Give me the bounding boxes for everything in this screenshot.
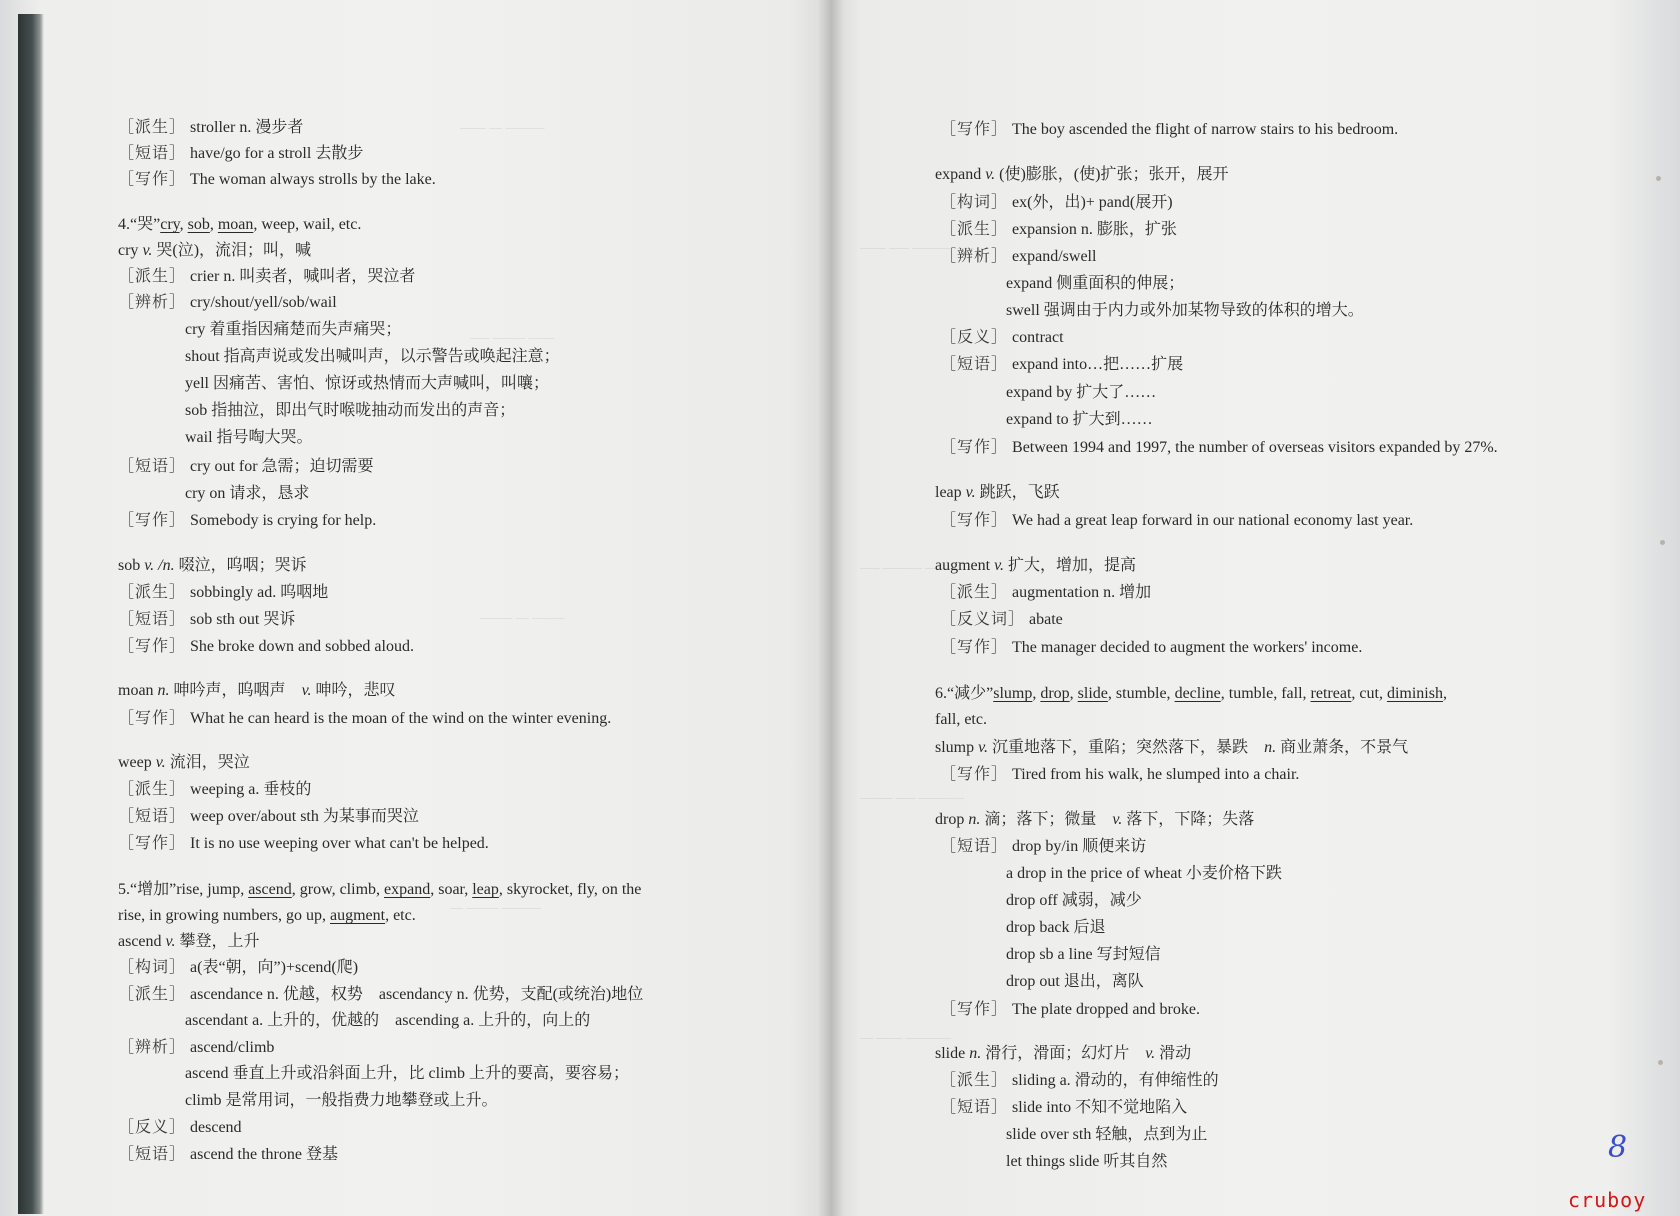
entry-line — [118, 780, 311, 800]
entry-line: weep v. 流泪，哭泣 — [118, 754, 250, 771]
entry-tag: ［反义］ — [118, 1119, 187, 1136]
entry-line — [118, 144, 363, 164]
entry-text: cry out for 急需；迫切需要 — [186, 458, 374, 475]
headword-mark: slide — [1077, 685, 1108, 702]
entry-tag: ［派生］ — [940, 584, 1009, 601]
entry-line — [940, 765, 1299, 785]
entry-line — [118, 118, 303, 138]
entry-text: slide into 不知不觉地陷入 — [1008, 1099, 1188, 1116]
headword-mark: n. — [968, 811, 981, 828]
headword-mark: v. — [1112, 811, 1123, 828]
entry-line — [940, 355, 1183, 375]
headword-mark: n. — [969, 1045, 982, 1062]
entry-tag: ［派生］ — [118, 268, 187, 285]
entry-line: augment v. 扩大，增加，提高 — [935, 557, 1137, 574]
entry-line: drop out 退出，离队 — [1006, 973, 1144, 990]
headword-mark: n. — [157, 682, 170, 699]
entry-line — [118, 1038, 274, 1058]
headword-mark: slump — [993, 685, 1033, 702]
entry-line — [118, 834, 489, 854]
entry-text: abate — [1025, 611, 1063, 628]
headword-mark: v. — [301, 682, 312, 699]
entry-text: ex(外，出)+ pand(展开) — [1008, 194, 1173, 211]
entry-line — [940, 220, 1177, 240]
entry-tag: ［短语］ — [940, 356, 1009, 373]
entry-text: The plate dropped and broke. — [1008, 1001, 1200, 1018]
entry-text: weep over/about sth 为某事而哭泣 — [186, 808, 419, 825]
entry-tag: ［辨析］ — [118, 294, 187, 311]
bleed-through: ⎯⎯⎯⎯ ⎯⎯ ⎯⎯⎯⎯⎯⎯ — [460, 120, 545, 135]
headword-mark: leap — [472, 881, 499, 898]
entry-line: leap v. 跳跃，飞跃 — [935, 484, 1060, 501]
handwritten-page-number: 8 — [1608, 1130, 1628, 1165]
entry-tag: ［派生］ — [118, 781, 187, 798]
entry-text: It is no use weeping over what can't be helped. — [186, 835, 489, 852]
entry-line — [940, 837, 1146, 857]
entry-text: ascendance n. 优越，权势 ascendancy n. 优势，支配(或统治)地位 — [186, 986, 644, 1003]
entry-line — [940, 610, 1063, 630]
entry-line — [940, 438, 1498, 458]
entry-line: wail 指号啕大哭。 — [185, 429, 313, 446]
entry-text: The woman always strolls by the lake. — [186, 171, 436, 188]
entry-line — [118, 958, 358, 978]
page-speck — [1656, 176, 1661, 181]
entry-text: a(表“朝，向”)+scend(爬) — [186, 959, 359, 976]
entry-line: 4.“哭”cry, sob, moan, weep, wail, etc. — [118, 216, 362, 233]
entry-line — [118, 293, 337, 313]
headword-mark: v. — [155, 754, 166, 771]
entry-line: moan n. 呻吟声，呜咽声 v. 呻吟，悲叹 — [118, 682, 396, 699]
headword-mark: decline — [1174, 685, 1221, 702]
entry-line: let things slide 听其自然 — [1006, 1153, 1168, 1170]
entry-line — [118, 709, 611, 729]
page-speck — [1658, 1060, 1663, 1065]
book-gutter — [818, 0, 844, 1216]
entry-line: sob v. /n. 啜泣，呜咽；哭诉 — [118, 557, 307, 574]
entry-text: sob sth out 哭诉 — [186, 611, 296, 628]
entry-tag: ［写作］ — [118, 835, 187, 852]
entry-line: ascend 垂直上升或沿斜面上升，比 climb 上升的要高，要容易； — [185, 1065, 629, 1082]
entry-tag: ［派生］ — [940, 221, 1009, 238]
entry-line: cry on 请求，恳求 — [185, 485, 310, 502]
headword-mark: moan — [217, 216, 254, 233]
bleed-through: ⎯⎯⎯⎯⎯ ⎯⎯⎯ ⎯⎯⎯⎯⎯⎯⎯ — [860, 790, 964, 805]
entry-line — [118, 511, 376, 531]
entry-tag: ［写作］ — [118, 512, 187, 529]
entry-text: sliding a. 滑动的，有伸缩性的 — [1008, 1072, 1219, 1089]
entry-tag: ［短语］ — [118, 808, 187, 825]
headword-mark: n. — [1264, 739, 1277, 756]
entry-tag: ［写作］ — [118, 638, 187, 655]
entry-text: crier n. 叫卖者，喊叫者，哭泣者 — [186, 268, 416, 285]
entry-tag: ［反义词］ — [940, 611, 1026, 628]
headword-mark: v. — [1145, 1045, 1156, 1062]
entry-line: expand to 扩大到…… — [1006, 411, 1153, 428]
entry-text: She broke down and sobbed aloud. — [186, 638, 414, 655]
headword-mark: sob — [187, 216, 210, 233]
entry-tag: ［短语］ — [118, 145, 187, 162]
bleed-through: ⎯⎯ ⎯⎯⎯⎯ ⎯⎯⎯⎯⎯⎯⎯ — [860, 1030, 951, 1045]
bleed-through: ⎯⎯⎯⎯⎯ ⎯⎯ ⎯⎯⎯⎯⎯ — [480, 610, 565, 625]
entry-line: swell 强调由于内力或外加某物导致的体积的增大。 — [1006, 302, 1364, 319]
entry-tag: ［反义］ — [940, 329, 1009, 346]
entry-line: ascend v. 攀登，上升 — [118, 933, 260, 950]
bleed-through: ⎯⎯⎯⎯ ⎯⎯⎯ ⎯⎯⎯⎯⎯⎯ ⎯⎯⎯ — [860, 240, 974, 255]
headword-mark: v. — [994, 557, 1005, 574]
entry-text: expand/swell — [1008, 248, 1097, 265]
entry-text: What he can heard is the moan of the wind on the winter evening. — [186, 710, 612, 727]
entry-tag: ［写作］ — [940, 1001, 1009, 1018]
headword-mark: ascend — [248, 881, 292, 898]
entry-text: The boy ascended the flight of narrow stairs to his bedroom. — [1008, 121, 1399, 138]
entry-line: 5.“增加”rise, jump, ascend, grow, climb, expand, soar, leap, skyrocket, fly, on the — [118, 881, 642, 898]
entry-text: The manager decided to augment the workers' income. — [1008, 639, 1363, 656]
entry-line — [118, 637, 414, 657]
entry-tag: ［派生］ — [118, 119, 187, 136]
entry-line: expand v. (使)膨胀，(使)扩张；张开，展开 — [935, 166, 1229, 183]
entry-text: sobbingly ad. 呜咽地 — [186, 584, 329, 601]
entry-tag: ［写作］ — [118, 710, 187, 727]
entry-line — [118, 267, 415, 287]
watermark-text: cruboy — [1568, 1188, 1647, 1212]
entry-line — [118, 583, 328, 603]
entry-tag: ［短语］ — [940, 1099, 1009, 1116]
entry-line: drop off 减弱，减少 — [1006, 892, 1142, 909]
entry-tag: ［写作］ — [940, 639, 1009, 656]
entry-text: ascend the throne 登基 — [186, 1146, 338, 1163]
entry-tag: ［写作］ — [118, 171, 187, 188]
entry-line: rise, in growing numbers, go up, augment, etc. — [118, 907, 416, 924]
entry-tag: ［构词］ — [940, 194, 1009, 211]
entry-text: expand into…把……扩展 — [1008, 356, 1184, 373]
entry-text: ascend/climb — [186, 1039, 275, 1056]
entry-line: drop sb a line 写封短信 — [1006, 946, 1161, 963]
entry-tag: ［辨析］ — [118, 1039, 187, 1056]
entry-text: cry/shout/yell/sob/wail — [186, 294, 337, 311]
entry-line: shout 指高声说或发出喊叫声，以示警告或唤起注意； — [185, 348, 560, 365]
headword-mark: augment — [329, 907, 386, 924]
headword-mark: v. — [165, 933, 176, 950]
entry-line: climb 是常用词，一般指费力地攀登或上升。 — [185, 1092, 498, 1109]
headword-mark: retreat — [1310, 685, 1352, 702]
entry-line: fall, etc. — [935, 711, 987, 728]
entry-tag: ［短语］ — [118, 1146, 187, 1163]
entry-text: stroller n. 漫步者 — [186, 119, 304, 136]
book-spine-shadow — [18, 14, 44, 1214]
entry-text: descend — [186, 1119, 242, 1136]
entry-tag: ［辨析］ — [940, 248, 1009, 265]
entry-line — [940, 1000, 1200, 1020]
entry-text: have/go for a stroll 去散步 — [186, 145, 364, 162]
entry-text: drop by/in 顺便来访 — [1008, 838, 1147, 855]
bleed-through: ⎯⎯⎯ ⎯⎯⎯⎯⎯ ⎯⎯⎯⎯ — [470, 330, 555, 345]
headword-mark: cry — [160, 216, 180, 233]
entry-text: augmentation n. 增加 — [1008, 584, 1152, 601]
headword-mark: v. — [978, 739, 989, 756]
page-speck — [1660, 540, 1665, 545]
entry-text: Somebody is crying for help. — [186, 512, 377, 529]
entry-line — [940, 1098, 1187, 1118]
bleed-through: ⎯⎯⎯ ⎯⎯⎯⎯⎯⎯ ⎯⎯⎯⎯ — [860, 560, 951, 575]
entry-line: a drop in the price of wheat 小麦价格下跌 — [1006, 865, 1282, 882]
entry-line: slide n. 滑行，滑面；幻灯片 v. 滑动 — [935, 1045, 1192, 1062]
entry-line: slide over sth 轻触，点到为止 — [1006, 1126, 1208, 1143]
headword-mark: drop — [1040, 685, 1070, 702]
entry-line: cry v. 哭(泣)，流泪；叫，喊 — [118, 242, 312, 259]
entry-line — [940, 511, 1413, 531]
entry-line — [118, 1118, 242, 1138]
headword-mark: v. /n. — [144, 557, 175, 574]
entry-line — [118, 985, 643, 1005]
entry-tag: ［短语］ — [940, 838, 1009, 855]
entry-tag: ［写作］ — [940, 766, 1009, 783]
entry-line — [118, 1145, 338, 1165]
entry-text: Tired from his walk, he slumped into a chair. — [1008, 766, 1300, 783]
entry-tag: ［写作］ — [940, 512, 1009, 529]
entry-tag: ［写作］ — [940, 121, 1009, 138]
entry-line — [940, 247, 1096, 267]
headword-mark: v. — [985, 166, 996, 183]
entry-line: 6.“减少”slump, drop, slide, stumble, decline, tumble, fall, retreat, cut, diminish, — [935, 685, 1447, 702]
headword-mark: expand — [384, 881, 431, 898]
headword-mark: v. — [142, 242, 153, 259]
headword-mark: diminish — [1386, 685, 1443, 702]
entry-text: contract — [1008, 329, 1064, 346]
entry-line: expand 侧重面积的伸展； — [1006, 275, 1185, 292]
entry-line — [940, 1071, 1219, 1091]
entry-tag: ［构词］ — [118, 959, 187, 976]
entry-line: drop n. 滴；落下；微量 v. 落下，下降；失落 — [935, 811, 1255, 828]
entry-line: yell 因痛苦、害怕、惊讶或热情而大声喊叫，叫嚷； — [185, 375, 549, 392]
entry-line: expand by 扩大了…… — [1006, 384, 1157, 401]
entry-tag: ［派生］ — [940, 1072, 1009, 1089]
entry-tag: ［写作］ — [940, 439, 1009, 456]
entry-text: We had a great leap forward in our national economy last year. — [1008, 512, 1414, 529]
headword-mark: v. — [965, 484, 976, 501]
entry-line — [940, 638, 1362, 658]
entry-line — [940, 193, 1173, 213]
entry-line: ascendant a. 上升的，优越的 ascending a. 上升的，向上的 — [185, 1012, 591, 1029]
entry-line: cry 着重指因痛楚而失声痛哭； — [185, 321, 402, 338]
entry-text: weeping a. 垂枝的 — [186, 781, 312, 798]
entry-line: slump v. 沉重地落下，重陷；突然落下，暴跌 n. 商业萧条，不景气 — [935, 739, 1409, 756]
entry-line — [118, 807, 419, 827]
entry-line: sob 指抽泣，即出气时喉咙抽动而发出的声音； — [185, 402, 516, 419]
entry-line — [940, 583, 1151, 603]
entry-line: drop back 后退 — [1006, 919, 1106, 936]
entry-line — [940, 328, 1064, 348]
entry-tag: ［派生］ — [118, 584, 187, 601]
entry-tag: ［派生］ — [118, 986, 187, 1003]
entry-tag: ［短语］ — [118, 611, 187, 628]
entry-line — [118, 457, 374, 477]
entry-text: expansion n. 膨胀，扩张 — [1008, 221, 1177, 238]
entry-tag: ［短语］ — [118, 458, 187, 475]
entry-line — [118, 610, 295, 630]
entry-line — [940, 120, 1398, 140]
bleed-through: ⎯⎯ ⎯⎯⎯⎯⎯ ⎯⎯⎯⎯⎯⎯ — [450, 900, 541, 915]
entry-text: Between 1994 and 1997, the number of overseas visitors expanded by 27%. — [1008, 439, 1498, 456]
entry-line — [118, 170, 436, 190]
